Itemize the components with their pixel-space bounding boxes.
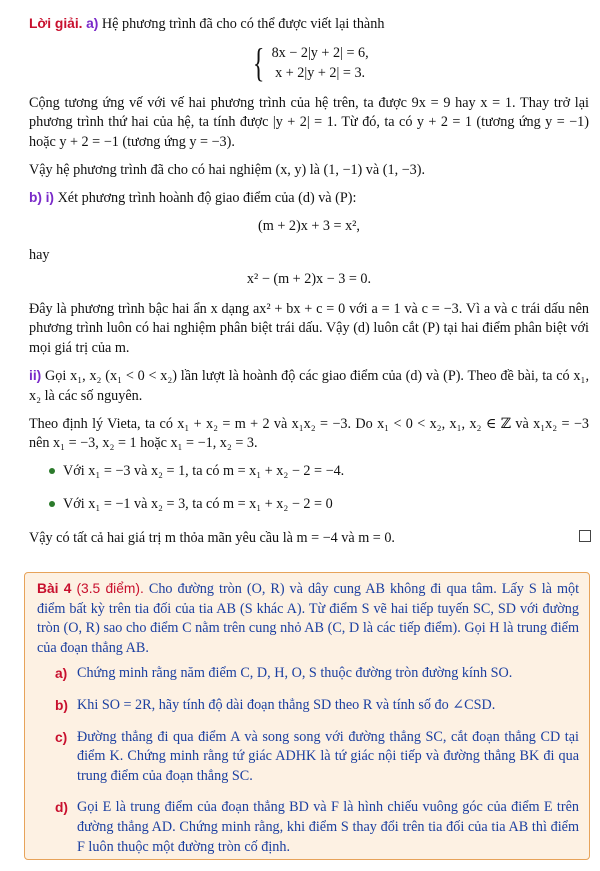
part-b-ii-paragraph	[29, 366, 589, 406]
part-a-label: a)	[86, 16, 99, 31]
solution-section	[29, 14, 589, 556]
part-b-ii-text: Gọi x₁, x₂ (x₁ < 0 < x₂) lần lượt là hoành độ các giao điểm của (d) và (P). Theo đề bài, ta có x₁, x₂ là các số nguyên.	[29, 368, 589, 404]
bullet-icon	[49, 501, 55, 507]
equation-2: x² − (m + 2)x − 3 = 0.	[246, 270, 372, 287]
solution-heading: Lời giải.	[29, 16, 83, 31]
item-text: Chứng minh rằng năm điểm C, D, H, O, S thuộc đường tròn đường kính SO.	[77, 665, 513, 682]
case-2-text: Với x₁ = −1 và x₂ = 3, ta có m = x₁ + x₂ − 2 = 0	[63, 496, 333, 513]
vieta-paragraph: Theo định lý Vieta, ta có x₁ + x₂ = m + 2 và x₁x₂ = −3. Do x₁ < 0 < x₂, x₁, x₂ ∈ ℤ và x₁x₂ = −3 nên x₁ = −3, x₂ = 1 hoặc x₁ = −1, x₂ = 3.	[29, 415, 589, 452]
item-text: Đường thẳng đi qua điểm A và song song với đường thẳng SC, cắt đoạn thẳng CD tại điểm K. Chứng minh rằng tứ giác ADHK là tứ giác nội tiếp và đường thẳng BK đi qua trung điểm của đoạn thẳng SC.	[77, 728, 579, 784]
part-b-ii-label: ii)	[29, 368, 42, 384]
part-b-paragraph-2: Đây là phương trình bậc hai ẩn x dạng ax² + bx + c = 0 với a = 1 và c = −3. Vì a và c trái dấu nên phương trình luôn có hai nghiệm phân biệt trái dấu. Vậy (d) luôn cắt (P) tại hai điểm phân biệt với mọi giá trị của m.	[29, 300, 589, 356]
word-hay: hay	[29, 247, 50, 264]
part-a-intro: Hệ phương trình đã cho có thể được viết lại thành	[101, 16, 385, 32]
part-b-i-intro	[29, 188, 589, 209]
system-equation-2: x + 2|y + 2| = 3.	[275, 65, 366, 82]
list-item	[51, 495, 589, 515]
bullet-icon	[49, 468, 55, 474]
problem-label: Bài 4	[37, 581, 72, 596]
conclusion-text: Vậy có tất cả hai giá trị m thỏa mãn yêu cầu là m = −4 và m = 0.	[29, 529, 395, 546]
solution-intro	[29, 14, 589, 35]
item-label: d)	[55, 800, 69, 816]
part-a-paragraph-2: Vậy hệ phương trình đã cho có hai nghiệm (x, y) là (1, −1) và (1, −3).	[29, 161, 426, 178]
problem-statement-text: Cho đường tròn (O, R) và dây cung AB không đi qua tâm. Lấy S là một điểm bất kỳ trên tia đối của tia AB (S khác A). Từ điểm S vẽ hai tiếp tuyến SC, SD với đường tròn (O, R) sao cho điểm C nằm trên cung nhỏ AB (C, D là các tiếp điểm). Gọi H là trung điểm của đoạn thẳng AB.	[37, 581, 580, 656]
problem-statement	[37, 579, 579, 658]
problem-box	[24, 572, 590, 860]
item-label: b)	[55, 697, 69, 713]
part-b-label: b)	[29, 190, 43, 206]
part-a-paragraph-1: Cộng tương ứng vế với vế hai phương trình của hệ trên, ta được 9x = 9 hay x = 1. Thay trở lại phương trình thứ hai của hệ, ta tính được |y + 2| = 1. Từ đó, ta có y + 2 = 1 (tương ứng y = −1) hoặc y + 2 = −1 (tương ứng y = −3).	[29, 94, 589, 150]
conclusion-paragraph	[29, 529, 589, 549]
qed-square-icon	[579, 530, 591, 542]
problem-item-c	[37, 728, 579, 787]
item-text: Khi SO = 2R, hãy tính độ dài đoạn thẳng SD theo R và tính số đo ∠CSD.	[77, 696, 496, 713]
problem-item-d	[37, 798, 579, 857]
problem-item-b	[37, 696, 579, 716]
equation-1: (m + 2)x + 3 = x²,	[258, 217, 360, 234]
part-b-i-text: Xét phương trình hoành độ giao điểm của (d) và (P):	[57, 190, 357, 207]
part-b-i-label: i)	[45, 190, 55, 206]
brace-icon: {	[253, 40, 265, 86]
system-equation-1: 8x − 2|y + 2| = 6,	[271, 44, 369, 61]
problem-points: (3.5 điểm).	[76, 581, 144, 596]
item-label: c)	[55, 729, 68, 745]
case-1-text: Với x₁ = −3 và x₂ = 1, ta có m = x₁ + x₂ − 2 = −4.	[63, 462, 345, 479]
item-text: Gọi E là trung điểm của đoạn thẳng BD và F là hình chiếu vuông góc của điểm E trên đường thẳng AD. Chứng minh rằng, khi điểm S thay đổi trên tia đối của tia AB thì điểm F luôn thuộc một đường tròn cố định.	[77, 799, 579, 855]
problem-item-a	[37, 664, 579, 684]
equation-system	[29, 40, 589, 86]
item-label: a)	[55, 666, 68, 682]
cases-list	[29, 462, 589, 515]
list-item	[51, 462, 589, 482]
problem-items	[37, 664, 579, 857]
